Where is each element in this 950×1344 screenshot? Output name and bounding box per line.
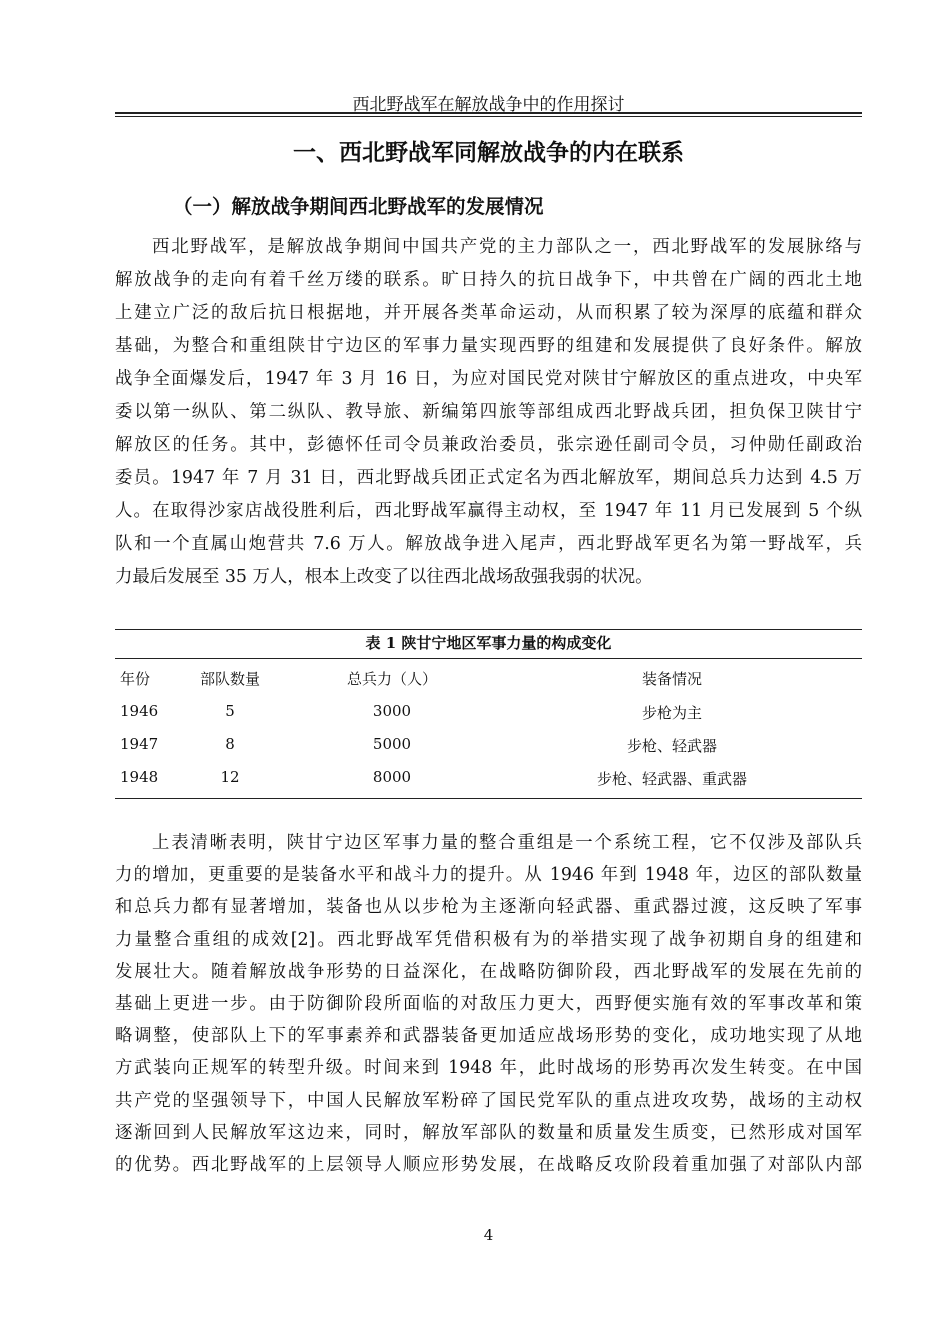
header-rule-thin	[115, 116, 862, 117]
text-line: 基础，为整合和重组陕甘宁边区的军事力量实现西野的组建和发展提供了良好条件。解放	[115, 336, 862, 356]
table-header-cell: 总兵力（人）	[346, 670, 437, 688]
table-bottom-rule	[115, 798, 862, 799]
text-line: 方武装向正规军的转型升级。时间来到 1948 年，此时战场的形势再次发生转变。在中国	[115, 1058, 862, 1079]
table-header-cell: 年份	[120, 670, 151, 688]
text-line: 委以第一纵队、第二纵队、教导旅、新编第四旅等部组成西北野战兵团，担负保卫陕甘宁	[115, 402, 862, 422]
table-cell: 步枪为主	[641, 704, 702, 722]
header-rule	[115, 112, 862, 114]
text-line: 发展壮大。随着解放战争形势的日益深化，在战略防御阶段，西北野战军的发展在先前的	[115, 961, 862, 982]
text-line: 逐渐回到人民解放军这边来，同时，解放军部队的数量和质量发生质变，已然形成对国军	[115, 1122, 862, 1143]
table-cell: 1947	[120, 735, 159, 753]
running-header: 西北野战军在解放战争中的作用探讨	[352, 95, 625, 115]
table-cell: 5	[225, 702, 235, 720]
paragraph-1	[115, 231, 862, 594]
table-header-cell: 装备情况	[641, 670, 702, 688]
text-line: 队和一个直属山炮营共 7.6 万人。解放战争进入尾声，西北野战军更名为第一野战军，兵	[115, 534, 862, 554]
section-title: 一、西北野战军同解放战争的内在联系	[293, 140, 684, 166]
text-line: 基础上更进一步。由于防御阶段所面临的对敌压力更大，西野便实施有效的军事改革和策	[115, 993, 862, 1014]
table-cell: 8000	[372, 768, 412, 786]
text-line: 人。在取得沙家店战役胜利后，西北野战军赢得主动权，至 1947 年 11 月已发展到 5 个纵	[115, 501, 862, 521]
table-caption: 表 1 陕甘宁地区军事力量的构成变化	[365, 634, 612, 652]
text-line: 力的增加，更重要的是装备水平和战斗力的提升。从 1946 年到 1948 年，边区的部队数量	[115, 865, 862, 886]
table-cell: 步枪、轻武器、重武器	[596, 770, 747, 788]
text-line: 西北野战军，是解放战争期间中国共产党的主力部队之一，西北野战军的发展脉络与	[152, 237, 862, 257]
text-line: 和总兵力都有显著增加，装备也从以步枪为主逐渐向轻武器、重武器过渡，这反映了军事	[115, 897, 862, 918]
paragraph-2	[115, 827, 862, 1181]
text-line: 解放区的任务。其中，彭德怀任司令员兼政治委员，张宗逊任副司令员，习仲勋任副政治	[115, 435, 862, 455]
text-line: 上表清晰表明，陕甘宁边区军事力量的整合重组是一个系统工程，它不仅涉及部队兵	[152, 833, 862, 853]
table-cell: 12	[220, 768, 240, 786]
page-number: 4	[483, 1226, 494, 1244]
table-header-cell: 部队数量	[199, 670, 260, 688]
table-cell: 1946	[120, 702, 159, 720]
text-line: 略调整，使部队上下的军事素养和武器装备更加适应战场形势的变化，成功地实现了从地	[115, 1026, 862, 1047]
text-line: 战争全面爆发后，1947 年 3 月 16 日，为应对国民党对陕甘宁解放区的重点进攻，中央军	[115, 369, 862, 389]
text-line: 解放战争的走向有着千丝万缕的联系。旷日持久的抗日战争下，中共曾在广阔的西北土地	[115, 270, 862, 290]
text-line: 力量整合重组的成效[2]。西北野战军凭借积极有为的举措实现了战争初期自身的组建和	[115, 929, 862, 950]
table-top-rule	[115, 629, 862, 630]
text-line: 的优势。西北野战军的上层领导人顺应形势发展，在战略反攻阶段着重加强了对部队内部	[115, 1154, 862, 1175]
text-line: 委员。1947 年 7 月 31 日，西北野战兵团正式定名为西北解放军，期间总兵力达到 4.5 万	[115, 468, 862, 488]
table-cell: 3000	[372, 702, 412, 720]
text-line: 共产党的坚强领导下，中国人民解放军粉碎了国民党军队的重点进攻攻势，战场的主动权	[115, 1090, 862, 1111]
subsection-title: （一）解放战争期间西北野战军的发展情况	[173, 195, 544, 218]
table-cell: 1948	[120, 768, 159, 786]
table-header-rule	[115, 658, 862, 659]
table-cell: 8	[225, 735, 235, 753]
table-cell: 步枪、轻武器	[626, 737, 717, 755]
text-line: 力最后发展至 35 万人，根本上改变了以往西北战场敌强我弱的状况。	[115, 567, 653, 587]
text-line: 上建立广泛的敌后抗日根据地，并开展各类革命运动，从而积累了较为深厚的底蕴和群众	[115, 303, 862, 323]
table-cell: 5000	[372, 735, 412, 753]
